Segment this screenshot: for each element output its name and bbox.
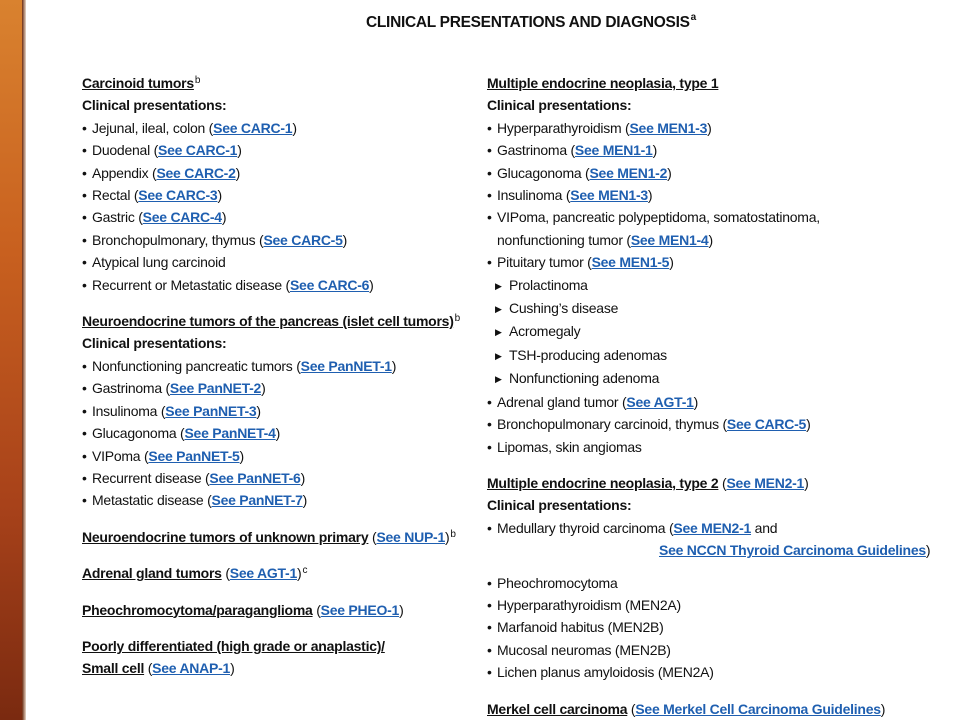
see-pannet-1-link[interactable]: See PanNET-1 bbox=[300, 357, 392, 374]
list-item-continuation bbox=[487, 229, 957, 251]
item-text: Medullary thyroid carcinoma ( bbox=[497, 519, 674, 536]
see-pannet-7-link[interactable]: See PanNET-7 bbox=[211, 492, 303, 509]
list-item bbox=[82, 139, 472, 161]
footnote-b: b bbox=[454, 313, 460, 325]
see-agt-1-link[interactable]: See AGT-1 bbox=[626, 393, 694, 410]
see-pheo-1-link[interactable]: See PHEO-1 bbox=[320, 601, 400, 618]
item-text: Atypical lung carcinoid bbox=[92, 254, 226, 271]
item-text-post: ) bbox=[925, 542, 931, 559]
item-text: Nonfunctioning adenoma bbox=[509, 370, 660, 387]
clinical-presentations-label: Clinical presentations: bbox=[82, 335, 227, 352]
document-page bbox=[26, 0, 960, 720]
item-text: TSH-producing adenomas bbox=[509, 346, 667, 363]
right-column bbox=[487, 72, 957, 720]
see-pannet-4-link[interactable]: See PanNET-4 bbox=[184, 425, 276, 442]
item-text-post: ) bbox=[239, 447, 244, 464]
small-cell-entry bbox=[82, 657, 472, 679]
clinical-presentations-label: Clinical presentations: bbox=[487, 97, 632, 114]
item-text: Pituitary tumor ( bbox=[497, 254, 592, 271]
item-text-post: ) bbox=[708, 231, 713, 248]
item-text: Recurrent or Metastatic disease ( bbox=[92, 276, 290, 293]
item-text: Lipomas, skin angiomas bbox=[497, 438, 642, 455]
men1-heading bbox=[487, 72, 957, 94]
adrenal-entry bbox=[82, 562, 472, 584]
triangle-bullet-icon: ▶ bbox=[495, 327, 502, 338]
heading-text: Neuroendocrine tumors of unknown primary bbox=[82, 528, 369, 545]
item-text-post: ) bbox=[275, 425, 281, 442]
triangle-bullet-icon: ▶ bbox=[495, 304, 502, 315]
item-text-post: ) bbox=[292, 119, 297, 136]
item-text: Prolactinoma bbox=[509, 276, 588, 293]
item-text-post: ) bbox=[693, 393, 699, 410]
list-item bbox=[82, 162, 472, 184]
heading-text: Merkel cell carcinoma bbox=[487, 700, 628, 717]
list-item bbox=[82, 377, 472, 399]
item-text-post: ) bbox=[667, 164, 672, 181]
footnote-b: b bbox=[450, 528, 456, 540]
item-text: Bronchopulmonary carcinoid, thymus ( bbox=[497, 416, 727, 433]
men2-heading bbox=[487, 472, 957, 494]
unknown-primary-entry bbox=[82, 526, 472, 548]
poorly-diff-heading bbox=[82, 635, 472, 657]
triangle-bullet-icon: ▶ bbox=[495, 280, 502, 291]
item-text: Cushing’s disease bbox=[509, 300, 619, 317]
see-carc-5-link[interactable]: See CARC-5 bbox=[263, 231, 343, 248]
list-item bbox=[487, 162, 957, 184]
see-carc-5-link[interactable]: See CARC-5 bbox=[726, 416, 807, 433]
list-item bbox=[487, 413, 957, 435]
list-item: • Hyperparathyroidism (MEN2A) bbox=[487, 594, 957, 616]
see-men1-4-link[interactable]: See MEN1-4 bbox=[630, 231, 709, 248]
list-item bbox=[82, 206, 472, 228]
spacer bbox=[82, 585, 472, 599]
clinical-presentations-label: Clinical presentations: bbox=[487, 497, 632, 514]
list-item bbox=[82, 251, 472, 273]
decorative-side-bar bbox=[0, 0, 22, 720]
list-item bbox=[82, 117, 472, 139]
list-item: • Marfanoid habitus (MEN2B) bbox=[487, 616, 957, 638]
item-text-post: ) bbox=[342, 231, 348, 248]
heading-text: Carcinoid tumors bbox=[82, 75, 194, 91]
nccn-thyroid-guidelines-link[interactable]: See NCCN Thyroid Carcinoma Guidelines bbox=[659, 542, 926, 559]
see-carc-1-link[interactable]: See CARC-1 bbox=[213, 119, 293, 136]
see-men1-3-link[interactable]: See MEN1-3 bbox=[570, 187, 648, 204]
item-text: Gastrinoma ( bbox=[92, 380, 170, 397]
merkel-entry bbox=[487, 698, 957, 720]
triangle-bullet-icon: ▶ bbox=[495, 350, 502, 361]
list-item bbox=[82, 489, 472, 511]
clinical-presentations-label: Clinical presentations: bbox=[82, 97, 227, 114]
item-text: nonfunctioning tumor ( bbox=[497, 231, 631, 248]
see-men1-2-link[interactable]: See MEN1-2 bbox=[589, 164, 668, 181]
item-text: Metastatic disease ( bbox=[92, 492, 212, 509]
item-text: VIPoma, pancreatic polypeptidoma, somatostatinoma, bbox=[497, 209, 820, 226]
list-item bbox=[487, 184, 957, 206]
see-carc-4-link[interactable]: See CARC-4 bbox=[142, 209, 222, 226]
list-item bbox=[82, 184, 472, 206]
pancreas-heading bbox=[82, 310, 472, 332]
text: ) bbox=[230, 660, 235, 677]
list-item bbox=[487, 251, 957, 273]
item-text: Appendix ( bbox=[92, 164, 157, 181]
title-footnote: a bbox=[690, 12, 696, 23]
see-carc-6-link[interactable]: See CARC-6 bbox=[289, 276, 370, 293]
sub-list-item bbox=[487, 274, 957, 297]
item-text: Jejunal, ileal, colon ( bbox=[92, 119, 214, 136]
item-text-post: ) bbox=[647, 187, 653, 204]
sub-list-item bbox=[487, 367, 957, 390]
list-item bbox=[487, 391, 957, 413]
spacer bbox=[82, 512, 472, 526]
text: ( bbox=[221, 565, 230, 582]
list-item bbox=[82, 229, 472, 251]
spacer bbox=[82, 621, 472, 635]
see-carc-3-link[interactable]: See CARC-3 bbox=[138, 187, 218, 204]
item-text-post: ) bbox=[256, 402, 261, 419]
carcinoid-heading bbox=[82, 72, 472, 94]
spacer bbox=[487, 458, 957, 472]
sub-list-item bbox=[487, 320, 957, 343]
item-text-post: ) bbox=[300, 469, 305, 486]
list-item bbox=[487, 517, 957, 539]
list-item: • Pheochromocytoma bbox=[487, 572, 957, 594]
see-men1-3-link[interactable]: See MEN1-3 bbox=[629, 119, 708, 136]
see-men1-1-link[interactable]: See MEN1-1 bbox=[574, 142, 653, 159]
list-item bbox=[487, 436, 957, 458]
item-text: Duodenal ( bbox=[92, 142, 158, 159]
pheo-entry bbox=[82, 599, 472, 621]
item-text-post: ) bbox=[302, 492, 308, 509]
heading-text: Adrenal gland tumors bbox=[82, 565, 222, 582]
see-anap-1-link[interactable]: See ANAP-1 bbox=[152, 660, 231, 677]
see-men1-5-link[interactable]: See MEN1-5 bbox=[591, 254, 670, 271]
item-text-post: ) bbox=[235, 164, 241, 181]
list-item bbox=[82, 274, 472, 296]
pancreas-list bbox=[82, 355, 472, 512]
merkel-guidelines-link[interactable]: See Merkel Cell Carcinoma Guidelines bbox=[635, 700, 881, 717]
heading-text: Small cell bbox=[82, 660, 145, 677]
list-item bbox=[487, 139, 957, 161]
spacer bbox=[82, 548, 472, 562]
text: ( bbox=[312, 601, 321, 618]
see-pannet-3-link[interactable]: See PanNET-3 bbox=[165, 402, 257, 419]
list-item: • Mucosal neuromas (MEN2B) bbox=[487, 639, 957, 661]
text: ) bbox=[445, 528, 450, 545]
item-text-post: ) bbox=[669, 254, 674, 271]
item-text: and bbox=[751, 519, 778, 536]
sub-list-item bbox=[487, 344, 957, 367]
triangle-bullet-icon: ▶ bbox=[495, 374, 502, 385]
list-item bbox=[82, 422, 472, 444]
see-men2-1-link[interactable]: See MEN2-1 bbox=[726, 474, 805, 491]
item-text-post: ) bbox=[221, 209, 227, 226]
item-text: Gastrinoma ( bbox=[497, 142, 575, 159]
item-text: Nonfunctioning pancreatic tumors ( bbox=[92, 357, 301, 374]
page-title bbox=[366, 14, 696, 32]
footnote-c: c bbox=[302, 565, 308, 577]
text: ) bbox=[804, 474, 809, 491]
text: ( bbox=[368, 528, 377, 545]
item-text: Glucagonoma ( bbox=[92, 425, 185, 442]
men2-list bbox=[487, 517, 957, 684]
item-text: Rectal ( bbox=[92, 187, 139, 204]
spacer bbox=[82, 296, 472, 310]
item-text-post: ) bbox=[369, 276, 374, 293]
footnote-b: b bbox=[194, 75, 201, 86]
item-text: Hyperparathyroidism ( bbox=[497, 119, 630, 136]
see-agt-1-link[interactable]: See AGT-1 bbox=[229, 565, 298, 582]
see-carc-2-link[interactable]: See CARC-2 bbox=[156, 164, 236, 181]
spacer bbox=[487, 562, 957, 572]
text: ( bbox=[718, 474, 727, 491]
item-text-post: ) bbox=[261, 380, 266, 397]
heading-text: Multiple endocrine neoplasia, type 1 bbox=[487, 75, 719, 91]
see-carc-1-link[interactable]: See CARC-1 bbox=[158, 142, 238, 159]
heading-text: Multiple endocrine neoplasia, type 2 bbox=[487, 474, 719, 491]
item-text-post: ) bbox=[217, 187, 222, 204]
heading-text: Neuroendocrine tumors of the pancreas (islet cell tumors) bbox=[82, 313, 454, 330]
text: ) bbox=[880, 700, 886, 717]
item-text: VIPoma ( bbox=[92, 447, 149, 464]
item-text: Insulinoma ( bbox=[497, 187, 571, 204]
item-text-post: ) bbox=[237, 142, 242, 159]
text: ) bbox=[399, 601, 404, 618]
text: ( bbox=[627, 700, 636, 717]
heading-text: Poorly differentiated (high grade or anaplastic)/ bbox=[82, 637, 385, 654]
item-text-post: ) bbox=[707, 119, 712, 136]
item-text-post: ) bbox=[391, 357, 397, 374]
item-text: Bronchopulmonary, thymus ( bbox=[92, 231, 264, 248]
carcinoid-list bbox=[82, 117, 472, 296]
item-text: Recurrent disease ( bbox=[92, 469, 210, 486]
see-pannet-6-link[interactable]: See PanNET-6 bbox=[209, 469, 301, 486]
item-text-post: ) bbox=[652, 142, 657, 159]
see-men2-1-link[interactable]: See MEN2-1 bbox=[673, 519, 752, 536]
item-text: Adrenal gland tumor ( bbox=[497, 393, 627, 410]
item-text: Insulinoma ( bbox=[92, 402, 166, 419]
list-item bbox=[487, 206, 957, 228]
spacer bbox=[487, 684, 957, 698]
item-text: Glucagonoma ( bbox=[497, 164, 590, 181]
heading-text: Pheochromocytoma/paraganglioma bbox=[82, 601, 313, 618]
see-pannet-5-link[interactable]: See PanNET-5 bbox=[148, 447, 240, 464]
list-item bbox=[82, 400, 472, 422]
left-column bbox=[82, 72, 472, 680]
list-item bbox=[82, 355, 472, 377]
list-item bbox=[487, 117, 957, 139]
title-text: CLINICAL PRESENTATIONS AND DIAGNOSIS bbox=[366, 14, 690, 31]
item-text: Acromegaly bbox=[509, 323, 581, 340]
list-item bbox=[82, 445, 472, 467]
see-pannet-2-link[interactable]: See PanNET-2 bbox=[169, 380, 262, 397]
text: ) bbox=[297, 565, 302, 582]
text: ( bbox=[144, 660, 153, 677]
item-text-post: ) bbox=[806, 416, 811, 433]
list-item-continuation bbox=[487, 539, 957, 561]
sub-list-item bbox=[487, 297, 957, 320]
list-item bbox=[82, 467, 472, 489]
list-item: • Lichen planus amyloidosis (MEN2A) bbox=[487, 661, 957, 683]
item-text: Gastric ( bbox=[92, 209, 143, 226]
see-nup-1-link[interactable]: See NUP-1 bbox=[376, 528, 445, 545]
men1-list bbox=[487, 117, 957, 458]
